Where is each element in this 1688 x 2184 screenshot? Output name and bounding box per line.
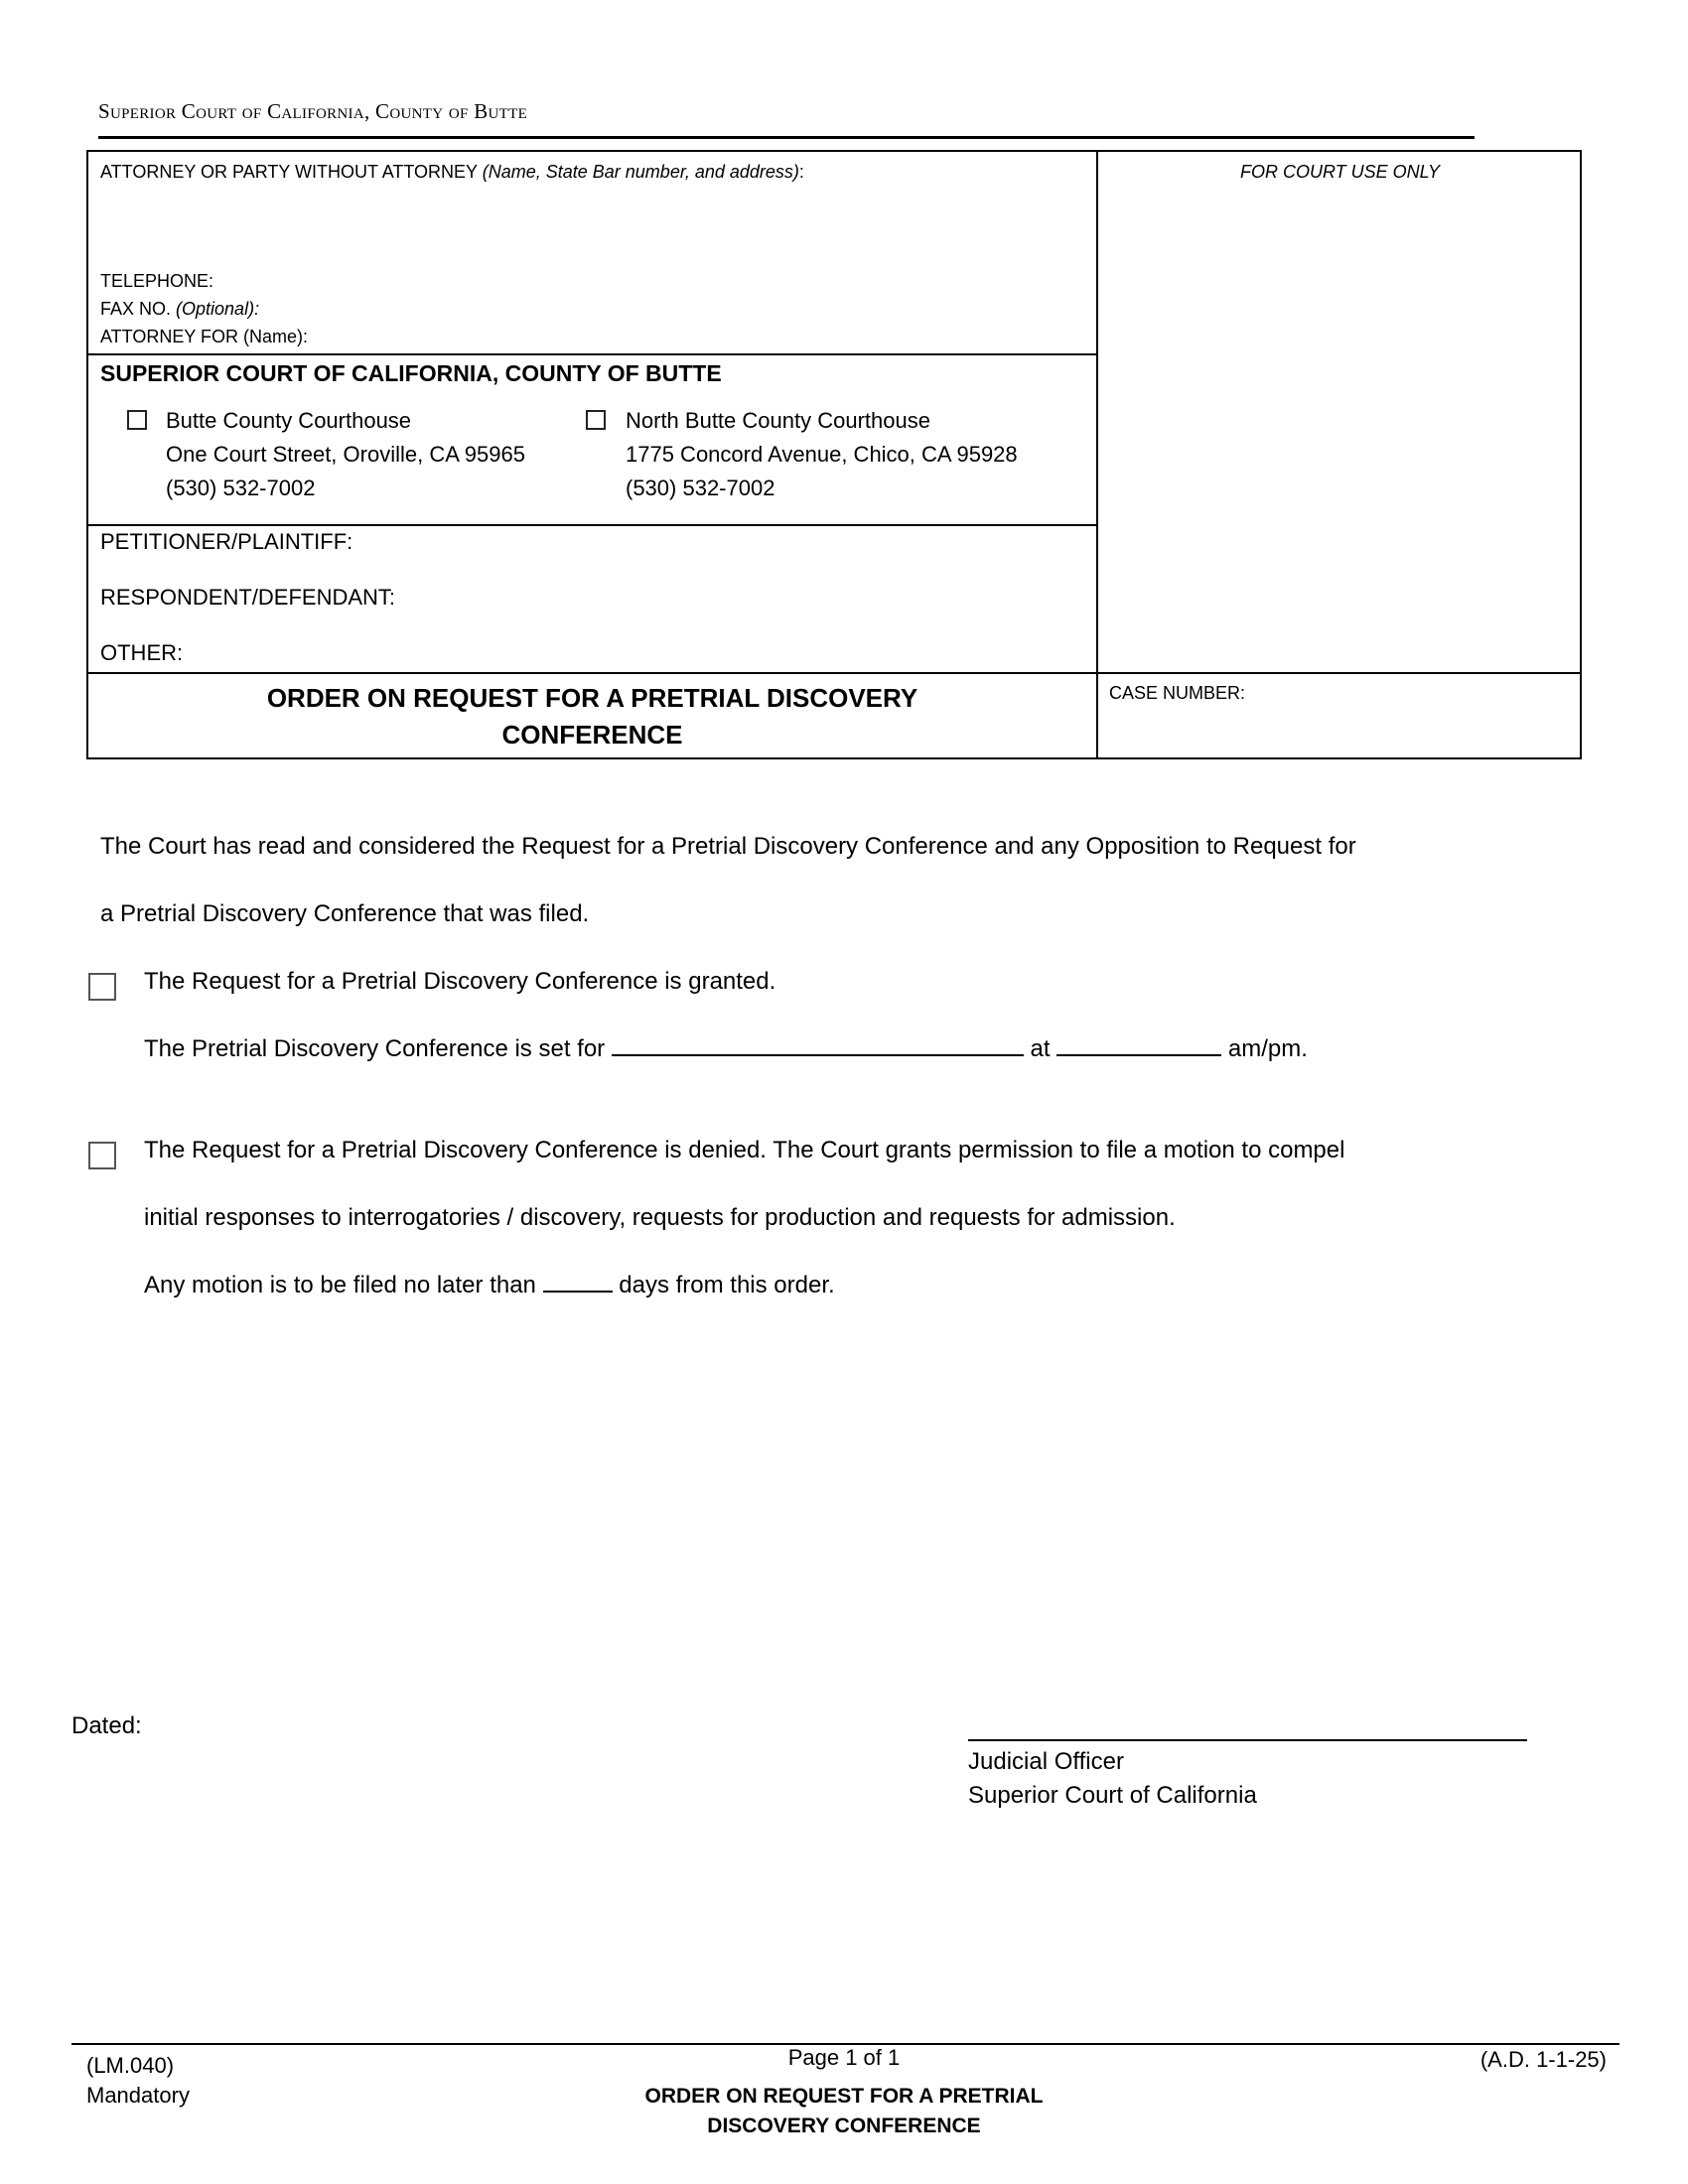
form-number: (LM.040) [86, 2053, 175, 2078]
denied-line-2: initial responses to interrogatories / discovery, requests for production and requests for admission. [144, 1204, 1176, 1231]
denied-checkbox[interactable] [88, 1142, 116, 1169]
header-rule [98, 136, 1475, 139]
courthouse-2-checkbox[interactable] [586, 410, 606, 430]
attorney-for-label: ATTORNEY FOR (Name): [100, 327, 309, 346]
courthouse-1-address: One Court Street, Oroville, CA 95965 [166, 442, 525, 467]
page-number: Page 1 of 1 [787, 2045, 901, 2070]
caption-divider-title [86, 672, 1582, 674]
court-header: Superior Court of California, County of Butte [98, 99, 528, 123]
other-label: OTHER: [100, 640, 184, 665]
courthouse-2-name: North Butte County Courthouse [626, 408, 930, 433]
petitioner-label: PETITIONER/PLAINTIFF: [100, 529, 353, 554]
conference-date-blank[interactable] [612, 1032, 1024, 1056]
footer-title: ORDER ON REQUEST FOR A PRETRIAL DISCOVERY CONFERENCE [644, 2085, 1044, 2137]
intro-line-2: a Pretrial Discovery Conference that was filed. [100, 900, 590, 927]
conference-time-blank[interactable] [1056, 1032, 1221, 1056]
caption-divider-court [86, 524, 1098, 526]
granted-text: The Request for a Pretrial Discovery Conference is granted. [144, 968, 776, 995]
court-use-only-label: FOR COURT USE ONLY [1239, 162, 1441, 182]
revision-date: (A.D. 1-1-25) [1479, 2047, 1607, 2072]
fax-label: FAX NO. (Optional): [100, 299, 260, 319]
courthouse-1-name: Butte County Courthouse [166, 408, 412, 433]
court-title: SUPERIOR COURT OF CALIFORNIA, COUNTY OF BUTTE [100, 360, 722, 386]
granted-checkbox[interactable] [88, 973, 116, 1001]
caption-divider-attorney [86, 353, 1098, 355]
telephone-label: TELEPHONE: [100, 271, 214, 291]
respondent-label: RESPONDENT/DEFENDANT: [100, 585, 396, 610]
mandatory-label: Mandatory [86, 2083, 190, 2108]
intro-line-1: The Court has read and considered the Request for a Pretrial Discovery Conference and any Opposition to Request for [100, 833, 1356, 860]
judicial-officer-title: Judicial Officer [968, 1748, 1124, 1775]
attorney-label: ATTORNEY OR PARTY WITHOUT ATTORNEY (Name, State Bar number, and address): [100, 162, 804, 182]
form-title: ORDER ON REQUEST FOR A PRETRIAL DISCOVERY CONFERENCE [266, 683, 918, 750]
caption-divider-vertical [1096, 150, 1098, 759]
courthouse-2-address: 1775 Concord Avenue, Chico, CA 95928 [626, 442, 1018, 467]
courthouse-1-phone: (530) 532-7002 [166, 476, 316, 500]
motion-deadline-line: Any motion is to be filed no later than days from this order. [144, 1269, 835, 1302]
conference-set-line: The Pretrial Discovery Conference is set for at am/pm. [144, 1032, 1308, 1066]
dated-label: Dated: [71, 1712, 142, 1739]
courthouse-1-checkbox[interactable] [127, 410, 147, 430]
denied-line-1: The Request for a Pretrial Discovery Conference is denied. The Court grants permission to file a motion to compel [144, 1137, 1345, 1163]
judicial-officer-court: Superior Court of California [968, 1782, 1257, 1809]
courthouse-2-phone: (530) 532-7002 [626, 476, 775, 500]
motion-days-blank[interactable] [543, 1269, 613, 1293]
signature-line [968, 1739, 1527, 1741]
case-number-label: CASE NUMBER: [1109, 683, 1246, 703]
